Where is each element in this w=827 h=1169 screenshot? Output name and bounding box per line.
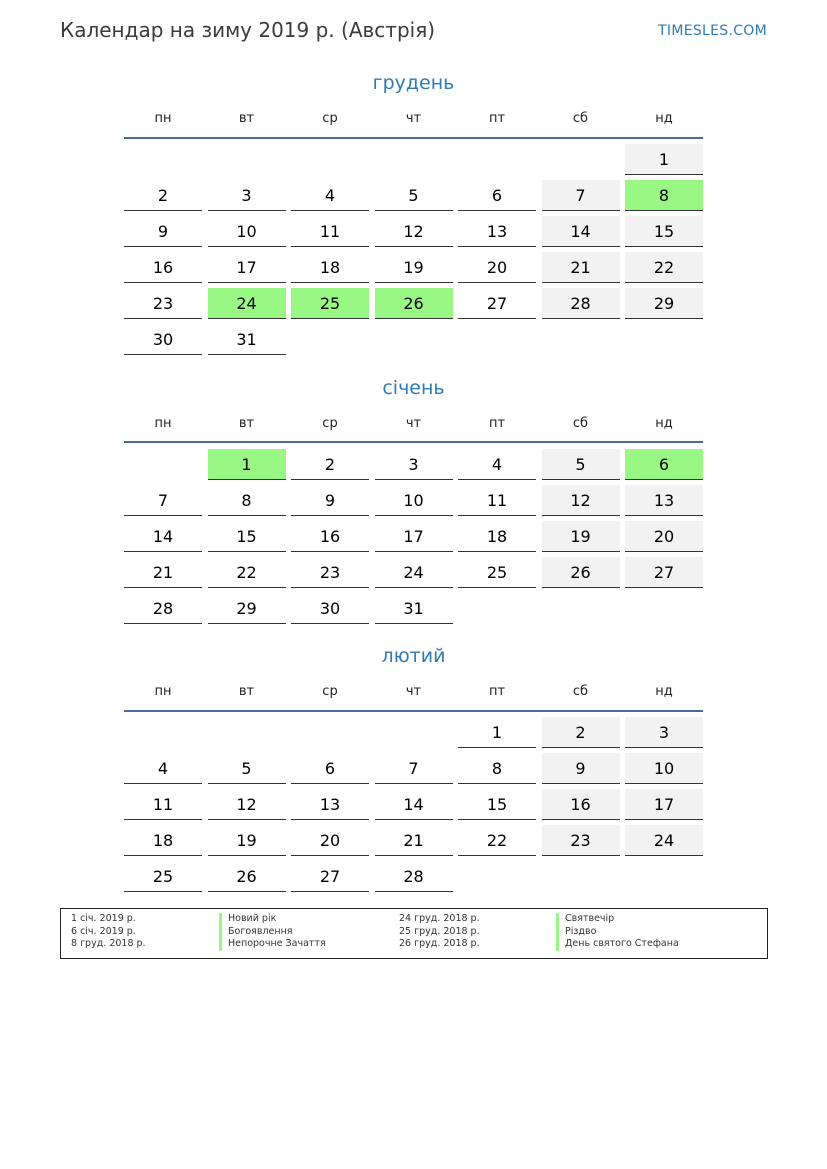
day-cell: 18	[458, 521, 536, 552]
day-cell: 9	[291, 485, 369, 516]
day-cell: 17	[208, 252, 286, 283]
day-cell: 20	[625, 521, 703, 552]
day-cell: 19	[542, 521, 620, 552]
legend-date: 26 груд. 2018 р.	[399, 938, 480, 949]
day-cell: 3	[375, 449, 453, 480]
day-cell: 11	[291, 216, 369, 247]
weekday-label: пт	[488, 684, 506, 699]
day-cell: 4	[291, 180, 369, 211]
day-cell: 26	[208, 861, 286, 892]
legend-date: 8 груд. 2018 р.	[71, 938, 146, 949]
month-title: лютий	[381, 645, 446, 667]
day-cell: 15	[625, 216, 703, 247]
day-cell: 13	[625, 485, 703, 516]
day-cell: 3	[625, 717, 703, 748]
weekday-label: чт	[405, 111, 422, 126]
day-cell: 30	[124, 324, 202, 355]
day-cell: 4	[124, 753, 202, 784]
legend-date: 1 січ. 2019 р.	[71, 913, 136, 924]
day-cell: 18	[124, 825, 202, 856]
day-cell: 26	[375, 288, 453, 319]
day-cell: 24	[625, 825, 703, 856]
day-cell: 24	[375, 557, 453, 588]
day-cell: 15	[458, 789, 536, 820]
day-cell: 12	[375, 216, 453, 247]
day-cell: 25	[458, 557, 536, 588]
day-cell: 23	[291, 557, 369, 588]
day-cell: 12	[542, 485, 620, 516]
day-cell: 6	[625, 449, 703, 480]
day-cell: 23	[124, 288, 202, 319]
weekday-label: вт	[238, 111, 255, 126]
day-cell: 27	[458, 288, 536, 319]
day-cell: 20	[458, 252, 536, 283]
day-cell: 9	[542, 753, 620, 784]
day-cell: 27	[291, 861, 369, 892]
day-cell: 31	[375, 593, 453, 624]
weekday-label: нд	[655, 416, 673, 431]
day-cell: 19	[208, 825, 286, 856]
legend-date: 25 груд. 2018 р.	[399, 925, 480, 937]
weekday-label: нд	[655, 684, 673, 699]
day-cell: 8	[458, 753, 536, 784]
weekday-label: вт	[238, 684, 255, 699]
weekday-label: пн	[154, 684, 172, 699]
weekday-label: сб	[572, 684, 589, 699]
day-cell: 12	[208, 789, 286, 820]
weekday-label: ср	[322, 684, 338, 699]
month-header-rule	[124, 710, 703, 712]
day-cell: 21	[375, 825, 453, 856]
day-cell: 2	[124, 180, 202, 211]
day-cell: 1	[208, 449, 286, 480]
legend-date: 24 груд. 2018 р.	[399, 913, 480, 924]
weekday-label: чт	[405, 416, 422, 431]
day-cell: 18	[291, 252, 369, 283]
weekday-label: пт	[488, 111, 506, 126]
day-cell: 2	[542, 717, 620, 748]
day-cell: 7	[124, 485, 202, 516]
day-cell: 29	[625, 288, 703, 319]
day-cell: 7	[542, 180, 620, 211]
day-cell: 6	[291, 753, 369, 784]
day-cell: 16	[124, 252, 202, 283]
day-cell: 10	[208, 216, 286, 247]
day-cell: 1	[625, 144, 703, 175]
day-cell: 15	[208, 521, 286, 552]
day-cell: 24	[208, 288, 286, 319]
day-cell: 8	[208, 485, 286, 516]
weekday-label: сб	[572, 111, 589, 126]
page-title: Календар на зиму 2019 р. (Австрія)	[60, 18, 436, 42]
day-cell: 6	[458, 180, 536, 211]
day-cell: 3	[208, 180, 286, 211]
day-cell: 21	[542, 252, 620, 283]
legend-holiday-name: День святого Стефана	[556, 938, 679, 951]
day-cell: 17	[375, 521, 453, 552]
weekday-label: чт	[405, 684, 422, 699]
day-cell: 5	[208, 753, 286, 784]
day-cell: 21	[124, 557, 202, 588]
month-header-rule	[124, 137, 703, 139]
day-cell: 26	[542, 557, 620, 588]
day-cell: 22	[625, 252, 703, 283]
day-cell: 31	[208, 324, 286, 355]
day-cell: 16	[291, 521, 369, 552]
weekday-label: пт	[488, 416, 506, 431]
day-cell: 27	[625, 557, 703, 588]
weekday-label: пн	[154, 416, 172, 431]
day-cell: 20	[291, 825, 369, 856]
legend-holiday-name: Новий рік	[219, 913, 276, 926]
day-cell: 28	[542, 288, 620, 319]
day-cell: 11	[458, 485, 536, 516]
day-cell: 10	[625, 753, 703, 784]
month-header-rule	[124, 441, 703, 443]
legend-holiday-name: Непорочне Зачаття	[219, 938, 326, 951]
day-cell: 28	[124, 593, 202, 624]
day-cell: 2	[291, 449, 369, 480]
day-cell: 17	[625, 789, 703, 820]
day-cell: 28	[375, 861, 453, 892]
day-cell: 16	[542, 789, 620, 820]
day-cell: 22	[458, 825, 536, 856]
site-link[interactable]: TIMESLES.COM	[658, 23, 767, 39]
weekday-label: пн	[154, 111, 172, 126]
legend-date: 6 січ. 2019 р.	[71, 925, 136, 937]
day-cell: 13	[291, 789, 369, 820]
day-cell: 14	[542, 216, 620, 247]
day-cell: 7	[375, 753, 453, 784]
day-cell: 5	[542, 449, 620, 480]
month-title: грудень	[372, 72, 455, 94]
legend-holiday-name: Богоявлення	[219, 926, 293, 939]
day-cell: 14	[124, 521, 202, 552]
weekday-label: ср	[322, 111, 338, 126]
day-cell: 30	[291, 593, 369, 624]
legend-holiday-name: Різдво	[556, 926, 596, 939]
month-title: січень	[382, 377, 445, 399]
holiday-legend	[60, 908, 768, 959]
weekday-label: ср	[322, 416, 338, 431]
day-cell: 25	[124, 861, 202, 892]
day-cell: 25	[291, 288, 369, 319]
weekday-label: вт	[238, 416, 255, 431]
day-cell: 4	[458, 449, 536, 480]
day-cell: 5	[375, 180, 453, 211]
legend-holiday-name: Святвечір	[556, 913, 614, 926]
day-cell: 13	[458, 216, 536, 247]
weekday-label: сб	[572, 416, 589, 431]
day-cell: 9	[124, 216, 202, 247]
day-cell: 29	[208, 593, 286, 624]
day-cell: 19	[375, 252, 453, 283]
day-cell: 14	[375, 789, 453, 820]
weekday-label: нд	[655, 111, 673, 126]
day-cell: 22	[208, 557, 286, 588]
day-cell: 23	[542, 825, 620, 856]
day-cell: 10	[375, 485, 453, 516]
day-cell: 1	[458, 717, 536, 748]
day-cell: 8	[625, 180, 703, 211]
day-cell: 11	[124, 789, 202, 820]
